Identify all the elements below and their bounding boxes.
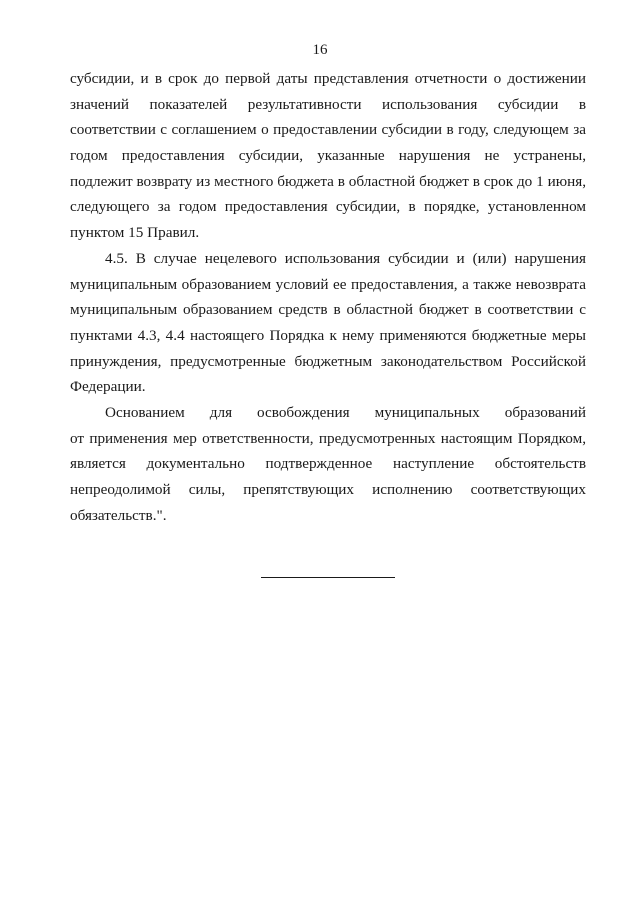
document-body bbox=[70, 66, 586, 528]
text-line: подлежит возврату из местного бюджета в областной бюджет в срок до 1 июня, bbox=[70, 172, 586, 190]
text-line: муниципальным образованием условий ее предоставления, а также невозврата bbox=[70, 275, 586, 293]
text-line: принуждения, предусмотренные бюджетным законодательством Российской bbox=[70, 352, 586, 370]
paragraph-item-4-5 bbox=[70, 246, 586, 400]
text-line: субсидии, и в срок до первой даты представления отчетности о достижении bbox=[70, 70, 586, 87]
paragraph-subsidy-return bbox=[70, 66, 586, 246]
text-line: соответствии с соглашением о предоставлении субсидии в году, следующем за bbox=[70, 121, 586, 139]
text-line: следующего за годом предоставления субсидии, в порядке, установленном bbox=[70, 198, 586, 216]
text-line: пунктом 15 Правил. bbox=[70, 224, 200, 242]
text-line: Федерации. bbox=[70, 378, 146, 396]
text-line: пунктами 4.3, 4.4 настоящего Порядка к нему применяются бюджетные меры bbox=[70, 326, 586, 344]
text-line: является документально подтвержденное наступление обстоятельств bbox=[70, 455, 586, 473]
text-line: от применения мер ответственности, предусмотренных настоящим Порядком, bbox=[70, 429, 586, 447]
text-line: муниципальным образованием средств в областной бюджет в соответствии с bbox=[70, 301, 586, 319]
text-line: обязательств.". bbox=[70, 506, 167, 524]
text-line: 4.5. В случае нецелевого использования субсидии и (или) нарушения bbox=[105, 249, 586, 267]
text-line: Основанием для освобождения муниципальных образований bbox=[105, 403, 586, 421]
end-of-document-rule bbox=[261, 577, 395, 578]
text-line: непреодолимой силы, препятствующих исполнению соответствующих bbox=[70, 481, 586, 498]
page-number: 16 bbox=[312, 42, 328, 58]
text-line: значений показателей результативности использования субсидии в bbox=[70, 95, 586, 113]
text-line: годом предоставления субсидии, указанные нарушения не устранены, bbox=[70, 147, 586, 165]
paragraph-force-majeure bbox=[70, 400, 586, 528]
